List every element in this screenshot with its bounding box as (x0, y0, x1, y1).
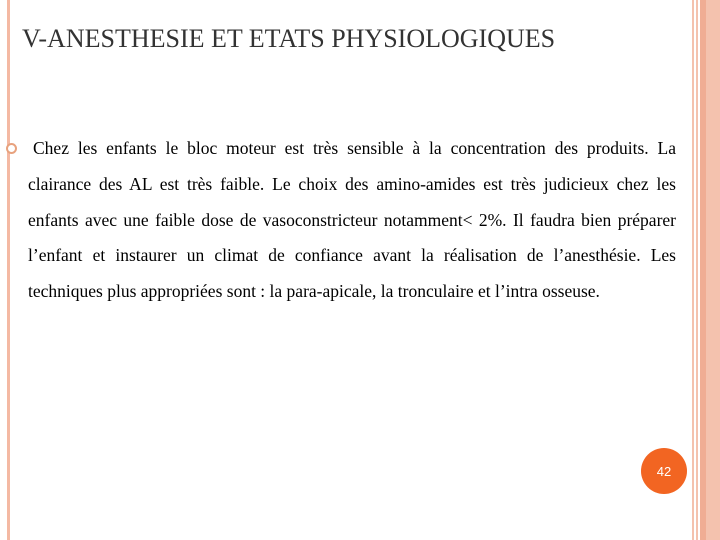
slide-title: V-ANESTHESIE ET ETATS PHYSIOLOGIQUES (22, 24, 556, 53)
page-number-badge (641, 448, 687, 494)
slide-body-text: Chez les enfants le bloc moteur est très sensible à la concentration des produits. La clairance des AL est très faible. Le choix des amino-amides est très judicieux chez les enfants avec une faible dose de vasoconstricteur notamment< 2%. Il faudra bien préparer l’enfant et instaurer un climat de confiance avant la réalisation de l’anesthésie. Les techniques plus appropriées sont : la para-apicale, la tronculaire et l’intra osseuse. (28, 138, 676, 302)
left-border-rule (7, 0, 10, 540)
page-number-text: 42 (656, 463, 672, 479)
right-decorative-border (690, 0, 720, 540)
bullet-circle-icon (6, 143, 17, 154)
